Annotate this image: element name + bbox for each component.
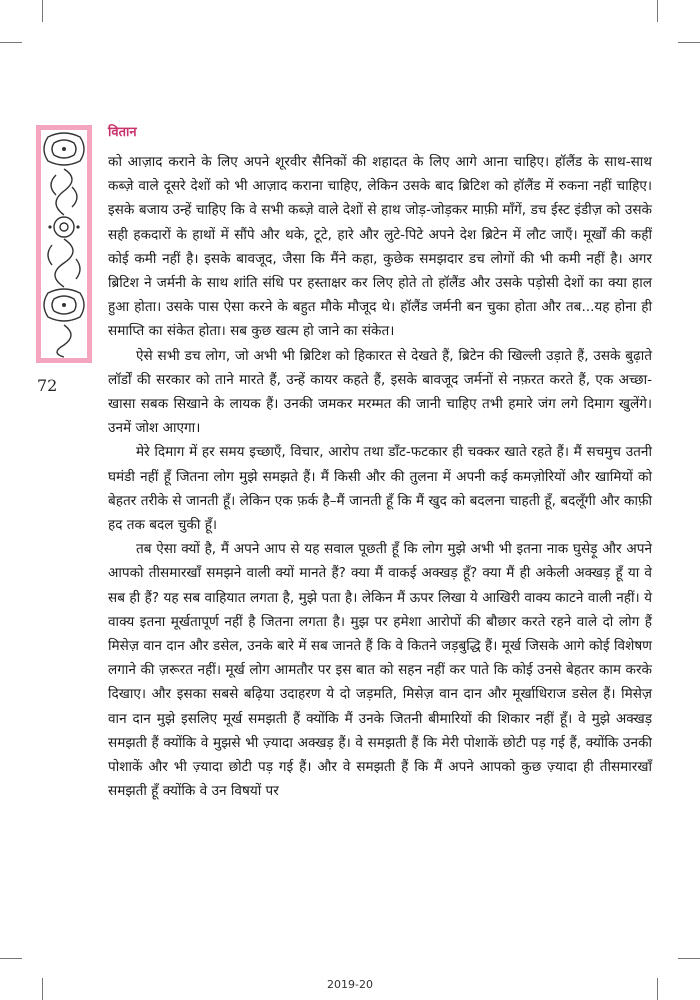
crop-mark (678, 958, 700, 959)
paragraph: को आज़ाद कराने के लिए अपने शूरवीर सैनिकों की शहादत के लिए आगे आना चाहिए। हॉलैंड के साथ-साथ कब्ज़े वाले दूसरे देशों को भी आज़ाद कराना चाहिए, लेकिन उसके बाद ब्रिटिश को हॉलैंड में रुकना नहीं चाहिए। इसके बजाय उन्हें चाहिए कि वे सभी कब्ज़े वाले देशों से हाथ जोड़-जोड़कर माफ़ी माँगें, डच ईस्ट इंडीज़ को उसके सही हकदारों के हाथों में सौंपे और थके, टूटे, हारे और लुटे-पिटे अपने देश ब्रिटेन में लौट जाएँ। मूर्खों की कहीं कोई कमी नहीं है। इसके बावजूद, जैसा कि मैंने कहा, कुछेक समझदार डच लोगों की भी कमी नहीं है। अगर ब्रिटिश ने जर्मनी के साथ शांति संधि पर हस्ताक्षर कर लिए होते तो हॉलैंड और उसके पड़ोसी देशों का क्या हाल हुआ होता। उसके पास ऐसा करने के बहुत मौके मौजूद थे। हॉलैंड जर्मनी बन चुका होता और तब...यह होना ही समाप्ति का संकेत होता। सब कुछ खत्म हो जाने का संकेत। (108, 154, 652, 340)
crop-mark (0, 42, 22, 43)
crop-mark (678, 42, 700, 43)
paragraph: ऐसे सभी डच लोग, जो अभी भी ब्रिटिश को हिकारत से देखते हैं, ब्रिटेन की खिल्ली उड़ाते हैं, उसके बुढ़ाते लॉर्डों की सरकार को ताने मारते हैं, उन्हें कायर कहते हैं, इसके बावजूद जर्मनों से नफ़रत करते हैं, एक अच्छा-खासा सबक सिखाने के लायक हैं। उनकी जमकर मरम्मत की जानी चाहिए तभी हमारे जंग लगे दिमाग खुलेंगे। उनमें जोश आएगा। (108, 347, 652, 437)
body-text (108, 150, 652, 803)
paragraph: तब ऐसा क्यों है, मैं अपने आप से यह सवाल पूछती हूँ कि लोग मुझे अभी भी इतना नाक घुसेड़ू और अपने आपको तीसमारखाँ समझने वाली क्यों मानते हैं? क्या मैं वाकई अक्खड़ हूँ? क्या मैं ही अकेली अक्खड़ हूँ या वे सब ही हैं? यह सब वाहियात लगता है, मुझे पता है। लेकिन मैं ऊपर लिखा ये आखिरी वाक्य काटने वाली नहीं। ये वाक्य इतना मूर्खतापूर्ण नहीं है जितना लगता है। मुझ पर हमेशा आरोपों की बौछार करते रहने वाले दो लोग हैं मिसेज़ वान दान और डसेल, उनके बारे में सब जानते हैं कि वे कितने जड़बुद्धि हैं। मूर्ख जिसके आगे कोई विशेषण लगाने की ज़रूरत नहीं। मूर्ख लोग आमतौर पर इस बात को सहन नहीं कर पाते कि कोई उनसे बेहतर काम करके दिखाए। और इसका सबसे बढ़िया उदाहरण ये दो जड़मति, मिसेज़ वान दान और मूर्खाधिराज डसेल हैं। मिसेज़ वान दान मुझे इसलिए मूर्ख समझती हैं क्योंकि मैं उनके जितनी बीमारियों की शिकार नहीं हूँ। वे मुझे अक्खड़ समझती हैं क्योंकि वे मुझसे भी ज़्यादा अक्खड़ हैं। वे समझती हैं कि मेरी पोशाकें छोटी पड़ गई हैं, क्योंकि उनकी पोशाकें और भी ज़्यादा छोटी पड़ गई हैं। और वे समझती हैं कि मैं अपने आपको कुछ ज़्यादा ही तीसमारखाँ समझती हूँ क्योंकि वे उन विषयों पर (108, 541, 652, 800)
floral-ornament-icon (36, 125, 92, 363)
crop-mark (42, 0, 43, 22)
crop-mark (0, 958, 22, 959)
page-number: 72 (37, 376, 58, 395)
crop-mark (657, 0, 658, 22)
paragraph: मेरे दिमाग में हर समय इच्छाएँ, विचार, आरोप तथा डाँट-फटकार ही चक्कर खाते रहते हैं। मैं सचमुच उतनी घमंडी नहीं हूँ जितना लोग मुझे समझते हैं। मैं किसी और की तुलना में अपनी कई कमज़ोरियों और खामियों को बेहतर तरीके से जानती हूँ। लेकिन एक फ़र्क है–मैं जानती हूँ कि मैं खुद को बदलना चाहती हूँ, बदलूँगी और काफ़ी हद तक बदल चुकी हूँ। (108, 444, 652, 534)
footer-year: 2019-20 (327, 978, 373, 991)
book-title: वितान (108, 125, 137, 140)
